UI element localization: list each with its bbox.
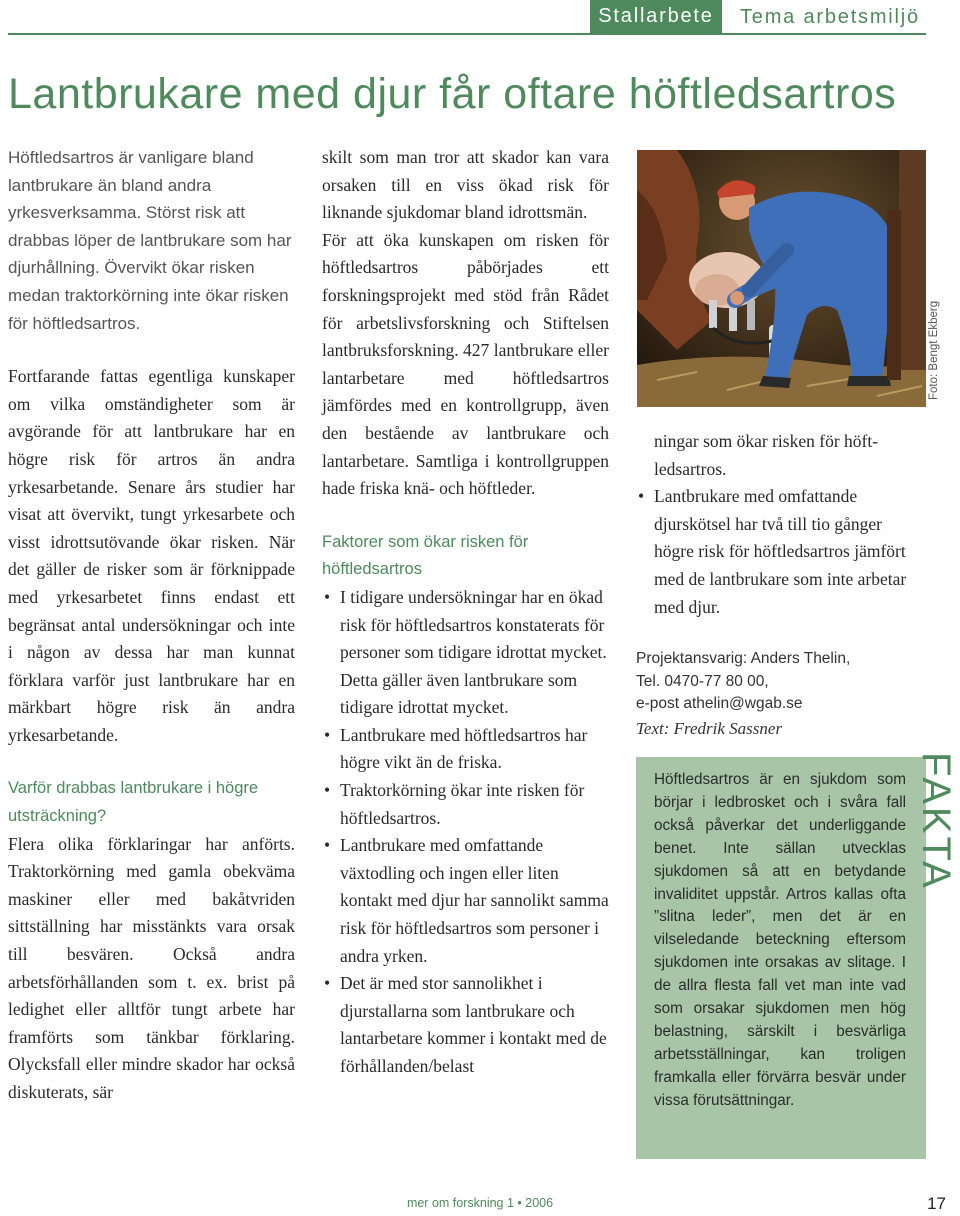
factors-list: [322, 584, 609, 1081]
publication-footer: mer om forskning 1 • 2006: [406, 1196, 554, 1210]
contact-phone: Tel. 0470-77 80 00,: [636, 672, 769, 690]
list-item: • Lantbrukare med omfattande djurskötsel har två till tio gånger högre risk för höftledsartros jämfört med de lantbrukare som inte arbetar med djur.: [636, 483, 926, 621]
list-item: • Traktorkörning ökar inte risken för höftledsartros.: [322, 777, 609, 832]
factors-list-continued: [636, 483, 926, 621]
contact-info: [636, 648, 926, 740]
fakta-box: [636, 757, 926, 1159]
page-number: 17: [927, 1194, 946, 1213]
fakta-label: FAKTA: [914, 752, 958, 891]
photo-illustration: [637, 150, 926, 407]
bullet-continuation: ningar som ökar risken för höftledsartros.: [654, 431, 879, 479]
list-item: • Lantbrukare med höftledsartros har högre vikt än de friska.: [322, 722, 609, 777]
article-author: Text: Fredrik Sassner: [636, 718, 783, 738]
article-lead: Höftledsartros är vanligare bland lantbrukare än bland andra yrkesverksamma. Störst risk att drabbas löper de lantbrukare som har djurhållning. Övervikt ökar risken medan traktorkörning inte ökar risken för höftledsartros.: [8, 148, 292, 333]
list-item: • I tidigare undersökningar har en ökad risk för höftledsartros konstaterats för personer som tidigare idrottat mycket. Detta gäller även lantbrukare som tidigare idrottat mycket.: [322, 584, 609, 722]
article-title: Lantbrukare med djur får oftare höftledsartros: [8, 70, 897, 118]
body-paragraph-2: Flera olika förklaringar har anförts. Traktorkörning med gamla obekväma maskiner eller med bakåtvriden sittställning har misstänkts vara orsak till besvären. Också andra arbetsförhållanden som t. ex. brist på ledighet eller alltför tungt arbete har framförts som tänkbar förklaring. Olycksfall eller mindre skador har också diskuterats, sär: [8, 833, 295, 1102]
contact-email: e-post athelin@wgab.se: [636, 695, 803, 712]
theme-tag: Tema arbetsmiljö: [740, 6, 920, 28]
subheading-why: Varför drabbas lantbrukare i högre utsträckning?: [8, 779, 259, 826]
fakta-text: Höftledsartros är en sjukdom som börjar i ledbrosket och i svåra fall också påverkar det underliggande benet. Inte sällan utvecklas sjukdomen så att en betydande invaliditet uppstår. Artros kallas ofta ”slitna leder”, men det är en vilseledande beteckning eftersom sjukdomen inte orsakas av slitage. I de allra flesta fall vet man inte vad som orsakar sjukdomen men hög belastning, särskilt i besvärliga arbetsställningar, kan troligen framkalla eller förvärra besvär under vissa förutsättningar.: [654, 771, 906, 1109]
contact-project-lead: Projektansvarig: Anders Thelin,: [636, 650, 851, 667]
photo-credit: Foto: Bengt Ekberg: [928, 300, 940, 400]
section-tag: Stallarbete: [590, 0, 722, 34]
column-1: [8, 144, 295, 1107]
body-paragraph-3: skilt som man tror att skador kan vara orsaken till en viss ökad risk för liknande sjukdomar bland idrottsmän.: [322, 147, 609, 223]
column-2: [322, 144, 609, 1081]
header-rule: [8, 33, 926, 35]
list-item: • Det är med stor sannolikhet i djurstallarna som lantbrukare och lantarbetare kommer i kontakt med de förhållanden/belast: [322, 970, 609, 1080]
column-3: [636, 428, 926, 621]
list-item: • Lantbrukare med omfattande växtodling och ingen eller liten kontakt med djur har sannolikt samma risk för höftledsartros som personer i andra yrken.: [322, 832, 609, 970]
body-paragraph-4: För att öka kunskapen om risken för höftledsartros påbörjades ett forskningsprojekt med stöd från Rådet för arbetslivsforskning och Stiftelsen lantbruksforskning. 427 lantbrukare eller lantarbetare med höftledsartros jämfördes med en kontrollgrupp, även den bestående av lantbrukare och lantarbetare. Samtliga i kontrollgruppen hade friska knä- och höftleder.: [322, 229, 609, 499]
subheading-factors: Faktorer som ökar risken för höftledsartros: [322, 532, 529, 579]
farmer-milking-cow-photo: [637, 150, 926, 407]
body-paragraph-1: Fortfarande fattas egentliga kunskaper om vilka omständigheter som är avgörande för att lantbrukare har en högre risk för artros än andra yrkesarbetande. Senare års studier har visat att övervikt, tungt yrkesarbete och visst idrottsutövande ökar risken. När det gäller de risker som är förknippade med yrkesarbetet finns endast ett begränsat antal undersökningar och inte i någon av dessa har man kunnat förklara varför just lantbrukare har en märkbart högre risk än andra yrkesarbetande.: [8, 366, 295, 745]
